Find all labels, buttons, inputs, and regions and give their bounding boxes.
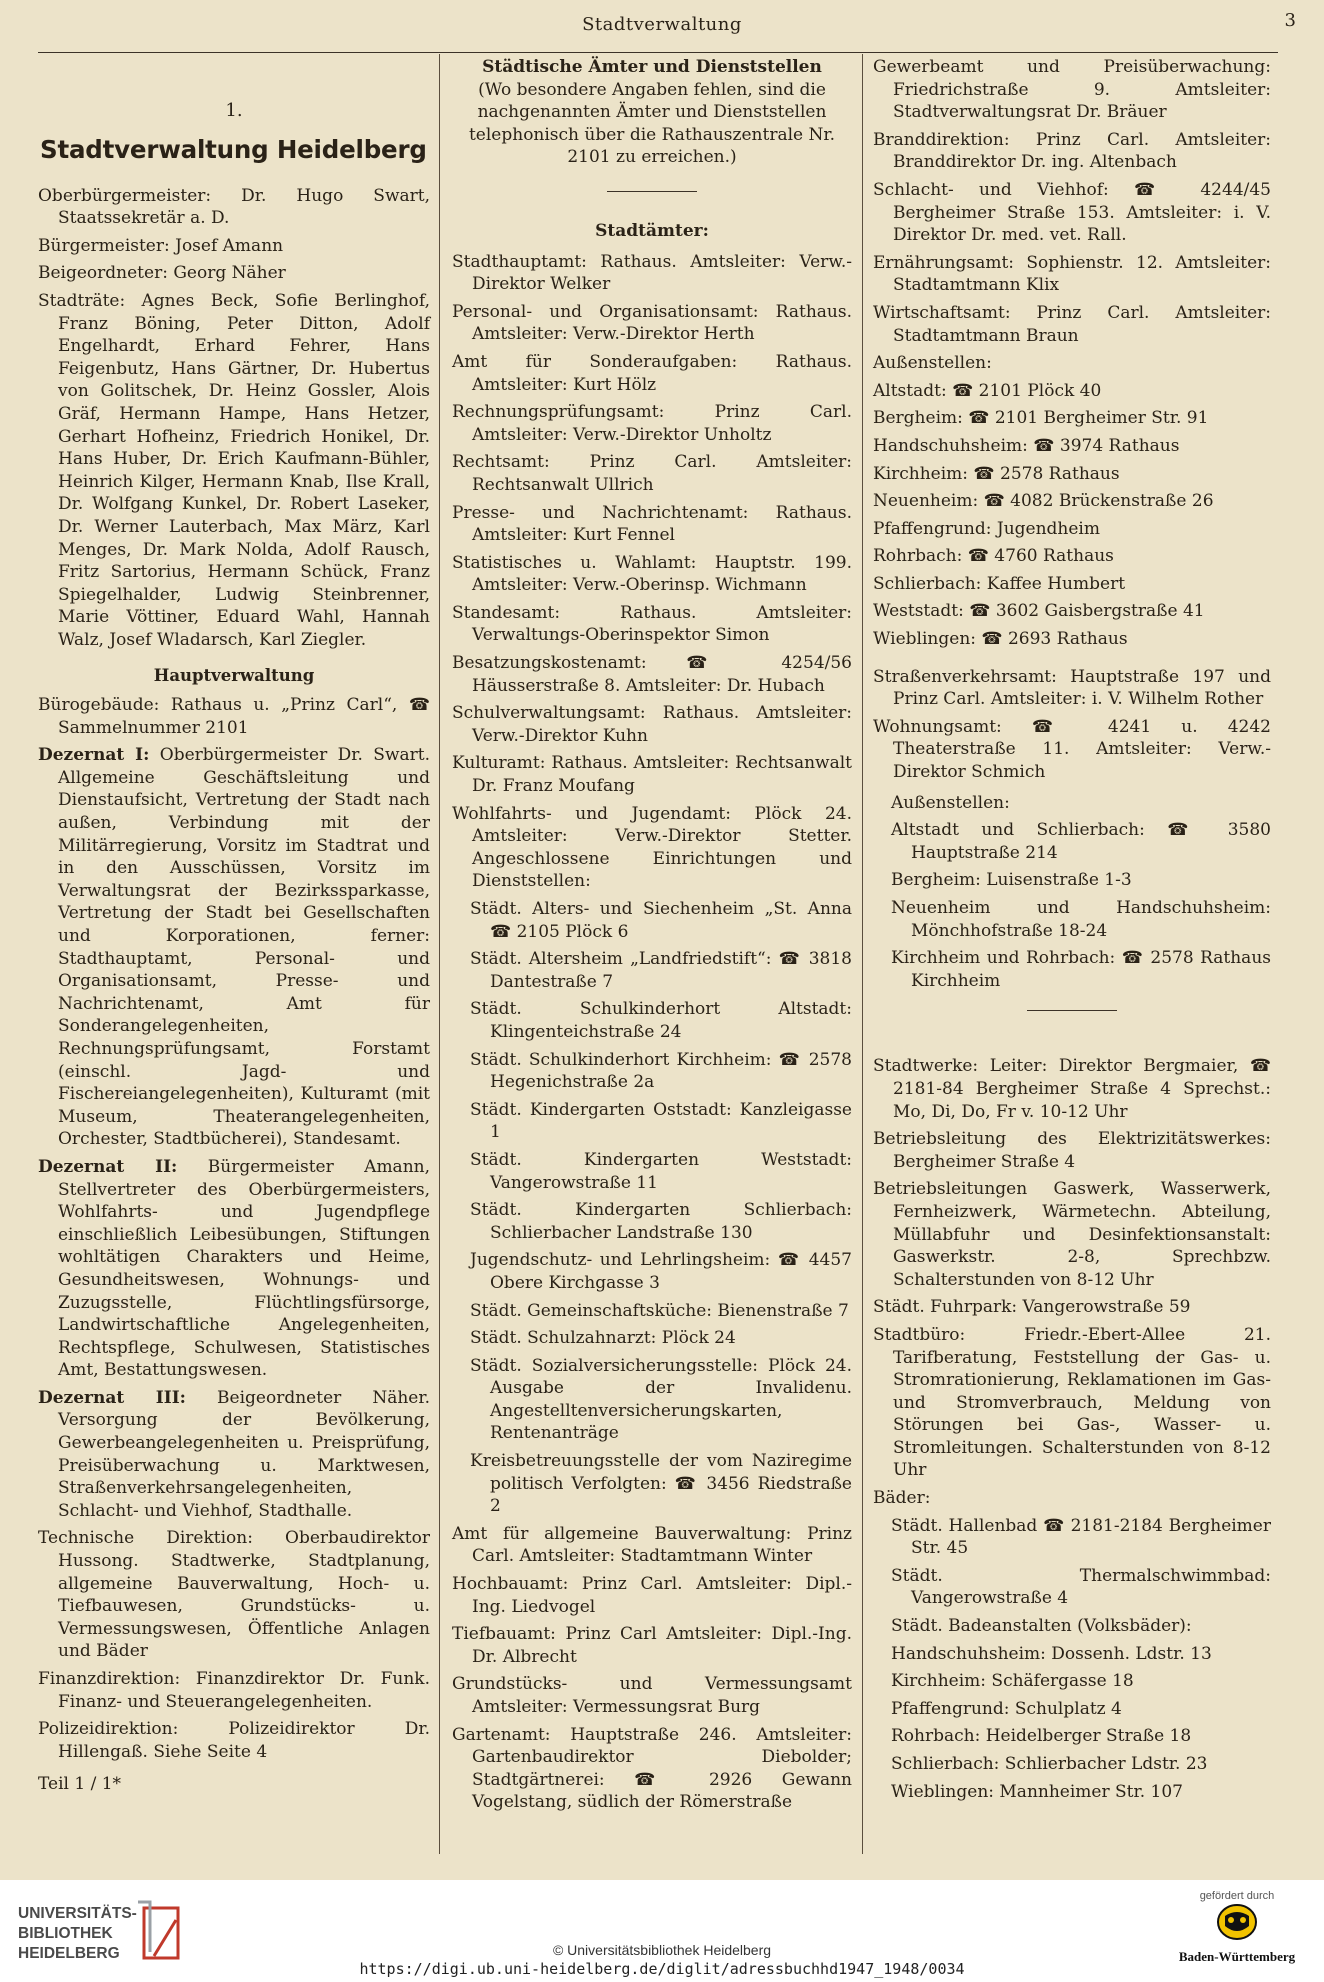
list-item: Städt. Kindergarten Weststadt: Vangerowstraße 11 (470, 1149, 852, 1193)
right-column (873, 56, 1271, 1808)
viewer-footer (0, 1880, 1324, 1982)
list-item: Betriebsleitungen Gaswerk, Wasserwerk, Fernheizwerk, Wärmetechn. Abteilung, Müllabfuhr und Desinfektionsanstalt: Gaswerkstr. 2-8, Sprechbzw. Schalterstunden von 8-12 Uhr (873, 1179, 1271, 1290)
list-item: Kreisbetreuungsstelle der vom Naziregime politisch Verfolgten: ☎ 3456 Riedstraße 2 (470, 1451, 852, 1517)
list-item: Kirchheim: ☎ 2578 Rathaus (873, 463, 1120, 484)
dezernat-3-label: Dezernat III: (38, 1387, 186, 1408)
entry-technische-direktion: Technische Direktion: Oberbaudirektor Hussong. Stadtwerke, Stadtplanung, allgemeine Bauverwaltung, Hoch- u. Tiefbauwesen, Grundstücks- u. Vermessungswesen, Öffentliche Anlagen und Bäder (38, 1528, 430, 1662)
list-item: Schlierbach: Schlierbacher Ldstr. 23 (891, 1754, 1208, 1774)
list-item: Städt. Sozialversicherungsstelle: Plöck 24. Ausgabe der Invalidenu. Angestelltenversicherungskarten, Rentenanträge (470, 1355, 852, 1444)
library-name-line1: UNIVERSITÄTS- (18, 1905, 137, 1922)
list-item: Hochbauamt: Prinz Carl. Amtsleiter: Dipl.-Ing. Liedvogel (452, 1574, 852, 1617)
funder-name: Baden-Württemberg (1178, 1949, 1296, 1964)
header-rule (38, 52, 1278, 53)
list-item: Pfaffengrund: Jugendheim (873, 518, 1100, 539)
list-item: Betriebsleitung des Elektrizitätswerkes: Bergheimer Straße 4 (873, 1129, 1271, 1172)
list-item: Handschuhsheim: Dossenh. Ldstr. 13 (891, 1643, 1212, 1664)
signature-mark: Teil 1 / 1* (38, 1774, 122, 1795)
copyright-notice: © Universitätsbibliothek Heidelberg (552, 1942, 772, 1958)
list-item: Altstadt: ☎ 2101 Plöck 40 (873, 380, 1102, 401)
list-item: Presse- und Nachrichtenamt: Rathaus. Amtsleiter: Kurt Fennel (452, 502, 852, 546)
list-item: Rechtsamt: Prinz Carl. Amtsleiter: Rechtsanwalt Ullrich (452, 452, 852, 495)
section-number: 1. (225, 100, 243, 121)
list-item: Altstadt und Schlierbach: ☎ 3580 Hauptstraße 214 (891, 820, 1271, 863)
aussenstellen-label: Außenstellen: (873, 353, 992, 374)
list-item: Städt. Kindergarten Oststadt: Kanzleigasse 1 (470, 1099, 852, 1143)
list-item: Städt. Altersheim „Landfriedstift“: ☎ 3818 Dantestraße 7 (470, 949, 852, 992)
list-item: Handschuhsheim: ☎ 3974 Rathaus (873, 435, 1180, 456)
list-item: Branddirektion: Prinz Carl. Amtsleiter: Branddirektor Dr. ing. Altenbach (873, 129, 1271, 173)
list-item: Personal- und Organisationsamt: Rathaus. Amtsleiter: Verw.-Direktor Herth (452, 301, 852, 345)
page-title: Stadtverwaltung Heidelberg (40, 134, 427, 164)
list-item: Weststadt: ☎ 3602 Gaisbergstraße 41 (873, 601, 1205, 622)
list-item: Amt für Sonderaufgaben: Rathaus. Amtsleiter: Kurt Hölz (452, 351, 852, 395)
list-item: Stadtwerke: Leiter: Direktor Bergmaier, ☎ 2181-84 Bergheimer Straße 4 Sprechst.: Mo, Di, Do, Fr v. 10-12 Uhr (873, 1056, 1271, 1122)
funder-block (1172, 1890, 1302, 1965)
column-divider-2 (862, 54, 863, 1854)
entry-buerogebaeude: Bürogebäude: Rathaus u. „Prinz Carl“, ☎ Sammelnummer 2101 (38, 695, 430, 738)
list-item: Straßenverkehrsamt: Hauptstraße 197 und Prinz Carl. Amtsleiter: i. V. Wilhelm Rother (873, 666, 1271, 710)
list-item: Neuenheim: ☎ 4082 Brückenstraße 26 (873, 491, 1214, 512)
list-item: Städt. Thermalschwimmbad: Vangerowstraße 4 (891, 1565, 1271, 1609)
list-item: Städt. Fuhrpark: Vangerowstraße 59 (873, 1297, 1191, 1318)
list-item: Wieblingen: ☎ 2693 Rathaus (873, 629, 1128, 650)
list-item: Städt. Schulkinderhort Altstadt: Klingenteichstraße 24 (470, 999, 852, 1042)
list-item: Bergheim: ☎ 2101 Bergheimer Str. 91 (873, 408, 1209, 429)
list-item: Städt. Gemeinschaftsküche: Bienenstraße 7 (470, 1300, 849, 1321)
running-title: Stadtverwaltung (582, 14, 742, 35)
baeder-label: Bäder: (873, 1488, 931, 1509)
list-item: Standesamt: Rathaus. Amtsleiter: Verwaltungs-Oberinspektor Simon (452, 602, 852, 646)
list-item: Schulverwaltungsamt: Rathaus. Amtsleiter: Verw.-Direktor Kuhn (452, 703, 852, 746)
list-item: Tiefbauamt: Prinz Carl Amtsleiter: Dipl.-Ing. Dr. Albrecht (452, 1624, 852, 1667)
funded-by-label: gefördert durch (1199, 1890, 1275, 1902)
list-item: Wieblingen: Mannheimer Str. 107 (891, 1781, 1183, 1802)
aemter-heading: Städtische Ämter und Dienststellen (482, 57, 822, 77)
entry-stadtraete: Stadträte: Agnes Beck, Sofie Berlinghof, Franz Böning, Peter Ditton, Adolf Engelhardt, Erhard Fehrer, Hans Feigenbutz, Hans Gärtner, Dr. Hubertus von Golitschek, Dr. Heinz Gossler, Alois Gräf, Hermann Hampe, Hans Hetzer, Gerhart Hofheinz, Friedrich Honikel, Dr. Hans Huber, Dr. Erich Kaufmann-Bühler, Heinrich Kilger, Hermann Knab, Ilse Krall, Dr. Wolfgang Kunkel, Dr. Robert Laseker, Dr. Werner Lauterbach, Max März, Karl Menges, Dr. Mark Nolda, Adolf Rausch, Fritz Sartorius, Hermann Schück, Franz Spiegelhalder, Ludwig Steinbrenner, Marie Vöttiner, Eduard Wahl, Hannah Walz, Josef Wladarsch, Karl Ziegler. (38, 290, 430, 650)
list-item: Städt. Kindergarten Schlierbach: Schlierbacher Landstraße 130 (470, 1200, 852, 1243)
column-divider-1 (439, 54, 440, 1854)
entry-dezernat-1 (38, 744, 430, 1151)
list-item: Jugendschutz- und Lehrlingsheim: ☎ 4457 Obere Kirchgasse 3 (470, 1250, 852, 1293)
middle-column (452, 56, 852, 1819)
entry-dezernat-2 (38, 1156, 430, 1382)
list-item: Städt. Hallenbad ☎ 2181-2184 Bergheimer Str. 45 (891, 1515, 1271, 1559)
entry-buergermeister: Bürgermeister: Josef Amann (38, 235, 284, 256)
entry-polizeidirektion: Polizeidirektion: Polizeidirektor Dr. Hillengaß. Siehe Seite 4 (38, 1719, 430, 1762)
list-item: Gartenamt: Hauptstraße 246. Amtsleiter: Gartenbaudirektor Diebolder; Stadtgärtnerei: ☎ 2926 Gewann Vogelstang, südlich der Römerstraße (452, 1724, 852, 1813)
list-item: Bergheim: Luisenstraße 1-3 (891, 870, 1132, 891)
list-item: Grundstücks- und Vermessungsamt Amtsleiter: Vermessungsrat Burg (452, 1674, 852, 1717)
list-item: Neuenheim und Handschuhsheim: Mönchhofstraße 18-24 (891, 898, 1271, 941)
entry-dezernat-3 (38, 1387, 430, 1523)
dezernat-2-label: Dezernat II: (38, 1156, 178, 1177)
stadtaemter-heading: Stadtämter: (595, 220, 709, 241)
wohnung-aussenstellen (891, 792, 1271, 993)
list-item: Städt. Schulzahnarzt: Plöck 24 (470, 1328, 736, 1349)
aussenstellen-label: Außenstellen: (891, 792, 1010, 813)
list-item: Städt. Schulkinderhort Kirchheim: ☎ 2578 Hegenichstraße 2a (470, 1049, 852, 1093)
aemter-intro: (Wo besondere Angaben fehlen, sind die nachgenannten Ämter und Dienststellen telephonisch über die Rathauszentrale Nr. 2101 zu erreichen.) (468, 79, 836, 168)
list-item: Pfaffengrund: Schulplatz 4 (891, 1698, 1122, 1719)
entry-finanzdirektion: Finanzdirektion: Finanzdirektor Dr. Funk. Finanz- und Steuerangelegenheiten. (38, 1669, 430, 1712)
list-item: Schlierbach: Kaffee Humbert (873, 573, 1126, 594)
permalink-url[interactable]: https://digi.ub.uni-heidelberg.de/diglit/adressbuchhd1947_1948/0034 (359, 1960, 965, 1978)
dezernat-1-text: Oberbürgermeister Dr. Swart. Allgemeine Geschäftsleitung und Dienstaufsicht, Vertretung der Stadt nach außen, Verbindung mit der Militärregierung, Vorsitz im Stadtrat und in den Ausschüssen, Vorsitz im Verwaltungsrat der Bezirkssparkasse, Vertretung der Stadt bei Gesellschaften und Korporationen, ferner: Stadthauptamt, Personal- und Organisationsamt, Presse- und Nachrichtenamt, Amt für Sonderangelegenheiten, Rechnungsprüfungsamt, Forstamt (einschl. Jagd- und Fischereiangelegenheiten), Kulturamt (mit Museum, Theaterangelegenheiten, Orchester, Stadtbücherei), Standesamt. (58, 745, 431, 1150)
library-name-line2: BIBLIOTHEK (18, 1925, 113, 1942)
list-item: Kulturamt: Rathaus. Amtsleiter: Rechtsanwalt Dr. Franz Moufang (452, 753, 852, 797)
wohlfahrt-subentries (470, 898, 852, 1518)
list-item: Städt. Alters- und Siechenheim „St. Anna ☎ 2105 Plöck 6 (470, 899, 852, 942)
coat-of-arms-icon (1215, 1902, 1259, 1942)
list-item: Rohrbach: Heidelberger Straße 18 (891, 1726, 1192, 1747)
list-item: Amt für allgemeine Bauverwaltung: Prinz Carl. Amtsleiter: Stadtamtmann Winter (452, 1523, 852, 1567)
list-item: Statistisches u. Wahlamt: Hauptstr. 199. Amtsleiter: Verw.-Oberinsp. Wichmann (452, 552, 852, 596)
list-item: Rohrbach: ☎ 4760 Rathaus (873, 546, 1114, 567)
list-item: Wohnungsamt: ☎ 4241 u. 4242 Theaterstraße 11. Amtsleiter: Verw.-Direktor Schmich (873, 716, 1271, 783)
list-item: Gewerbeamt und Preisüberwachung: Friedrichstraße 9. Amtsleiter: Stadtverwaltungsrat Dr. Bräuer (873, 57, 1271, 123)
dezernat-3-text: Beigeordneter Näher. Versorgung der Bevölkerung, Gewerbeangelegenheiten u. Preisprüfung, Preisüberwachung u. Marktwesen, Straßenverkehrsangelegenheiten, Schlacht- und Viehhof, Stadthalle. (58, 1387, 431, 1521)
list-item: Rechnungsprüfungsamt: Prinz Carl. Amtsleiter: Verw.-Direktor Unholtz (452, 402, 852, 445)
list-item: Wohlfahrts- und Jugendamt: Plöck 24. Amtsleiter: Verw.-Direktor Stetter. Angeschlossene Einrichtungen und Dienststellen: (452, 803, 852, 892)
list-item: Städt. Badeanstalten (Volksbäder): (891, 1616, 1192, 1637)
baeder-list (891, 1515, 1271, 1804)
short-rule (1027, 1010, 1117, 1011)
list-item: Ernährungsamt: Sophienstr. 12. Amtsleiter: Stadtamtmann Klix (873, 252, 1271, 296)
entry-oberbuergermeister: Oberbürgermeister: Dr. Hugo Swart, Staatssekretär a. D. (38, 185, 430, 229)
hauptverwaltung-heading: Hauptverwaltung (153, 666, 315, 686)
short-rule (607, 191, 697, 192)
list-item: Stadtbüro: Friedr.-Ebert-Allee 21. Tarifberatung, Feststellung der Gas- u. Stromrationierung, Reklamationen im Gas- und Stromverbrauch, Meldung von Störungen bei Gas-, Wasser- u. Stromleitungen. Schalterstunden von 8-12 Uhr (873, 1324, 1271, 1481)
list-item: Besatzungskostenamt: ☎ 4254/56 Häusserstraße 8. Amtsleiter: Dr. Hubach (452, 653, 852, 696)
left-column (38, 56, 430, 1796)
list-item: Wirtschaftsamt: Prinz Carl. Amtsleiter: Stadtamtmann Braun (873, 302, 1271, 346)
library-name-line3: HEIDELBERG (18, 1945, 120, 1962)
list-item: Kirchheim und Rohrbach: ☎ 2578 Rathaus Kirchheim (891, 948, 1271, 991)
dezernat-2-text: Bürgermeister Amann, Stellvertreter des Oberbürgermeisters, Wohlfahrts- und Jugendpflege einschließlich Leibesübungen, Stiftungen wohltätigen Charakters und Heime, Gesundheitswesen, Wohnungs- und Zuzugsstelle, Flüchtlingsfürsorge, Landwirtschaftliche Angelegenheiten, Rechtspflege, Schulwesen, Statistisches Amt, Bestattungswesen. (58, 1156, 430, 1381)
page-number: 3 (1284, 10, 1296, 31)
list-item: Kirchheim: Schäfergasse 18 (891, 1671, 1134, 1692)
dezernat-1-label: Dezernat I: (38, 745, 150, 766)
list-item: Stadthauptamt: Rathaus. Amtsleiter: Verw.-Direktor Welker (452, 251, 852, 295)
list-item: Schlacht- und Viehhof: ☎ 4244/45 Bergheimer Straße 153. Amtsleiter: i. V. Direktor Dr. med. vet. Rall. (873, 179, 1271, 246)
entry-beigeordneter: Beigeordneter: Georg Näher (38, 263, 286, 284)
